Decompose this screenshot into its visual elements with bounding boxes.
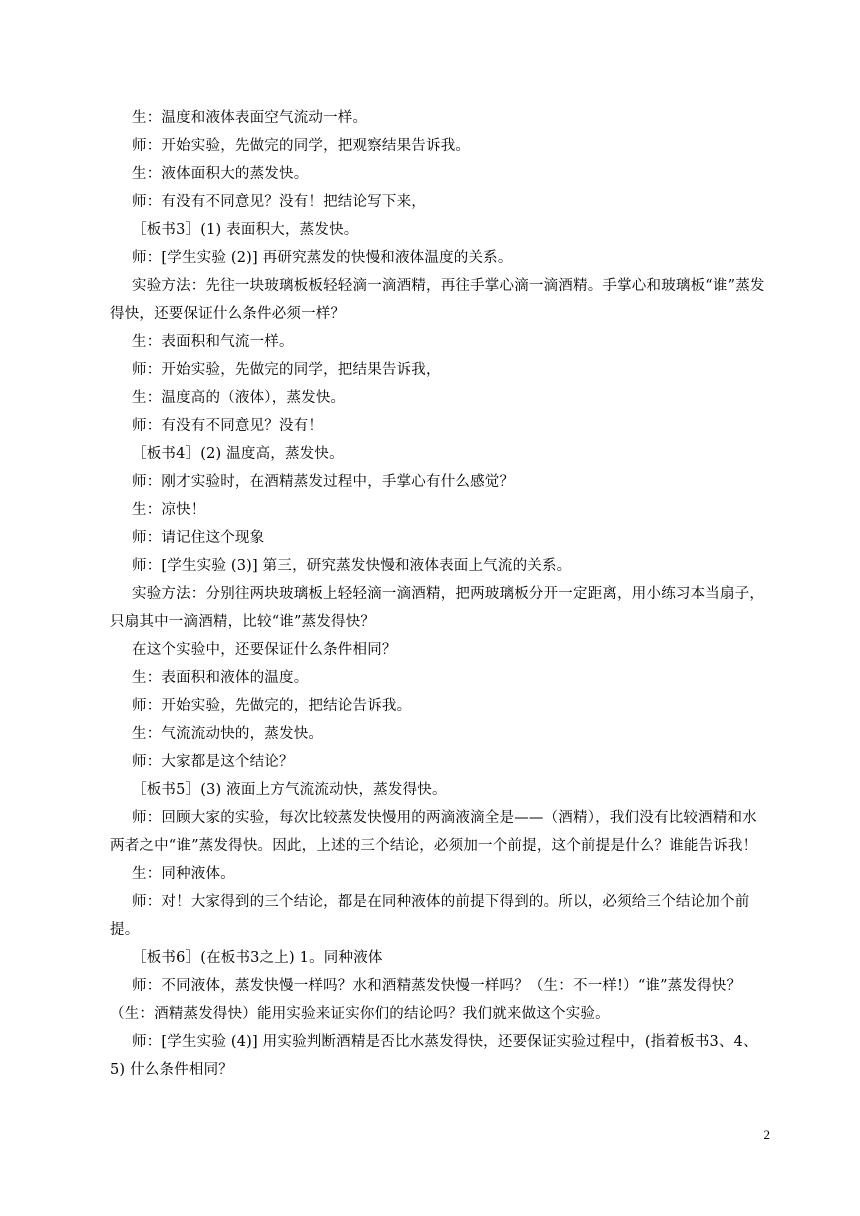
page-number: 2 (763, 1127, 770, 1142)
board-note: ［板书4］(2) 温度高，蒸发快。 (132, 446, 344, 462)
paragraph: 师：刚才实验时，在酒精蒸发过程中，手掌心有什么感觉？ (132, 474, 515, 490)
paragraph: 师：对！大家得到的三个结论，都是在同种液体的前提下得到的。所以，必须给三个结论加个前提。 (110, 894, 750, 938)
paragraph: 师：[学生实验 (2)] 再研究蒸发的快慢和液体温度的关系。 (132, 250, 513, 266)
paragraph: 师：[学生实验 (3)] 第三，研究蒸发快慢和液体表面上气流的关系。 (132, 558, 572, 574)
paragraph: 师：开始实验，先做完的同学，把观察结果告诉我。 (132, 138, 471, 154)
experiment-method: 实验方法：分别往两块玻璃板上轻轻滴一滴酒精，把两玻璃板分开一定距离，用小练习本当扇子，只扇其中一滴酒精，比较“谁”蒸发得快？ (110, 586, 765, 630)
paragraph: 生：温度高的（液体），蒸发快。 (132, 390, 346, 406)
document-body (110, 104, 770, 1084)
paragraph: 师：有没有不同意见？没有！ (132, 418, 324, 434)
paragraph: 生：凉快！ (132, 502, 206, 518)
paragraph: 师：回顾大家的实验，每次比较蒸发快慢用的两滴液滴全是——（酒精），我们没有比较酒精和水两者之中“谁”蒸发得快。因此，上述的三个结论，必须加一个前提，这个前提是什么？谁能告诉我！ (110, 810, 758, 854)
paragraph: 生：温度和液体表面空气流动一样。 (132, 110, 368, 126)
paragraph: 在这个实验中，还要保证什么条件相同？ (132, 642, 397, 658)
paragraph: 师：请记住这个现象 (132, 530, 265, 546)
experiment-method: 实验方法：先往一块玻璃板板轻轻滴一滴酒精，再往手掌心滴一滴酒精。手掌心和玻璃板“谁”蒸发得快，还要保证什么条件必须一样？ (110, 278, 765, 322)
board-note: ［板书6］(在板书3之上) 1。同种液体 (132, 950, 383, 966)
board-note: ［板书3］(1) 表面积大，蒸发快。 (132, 222, 359, 238)
paragraph: 生：同种液体。 (132, 866, 235, 882)
paragraph: 师：开始实验，先做完的，把结论告诉我。 (132, 698, 412, 714)
paragraph: 师：开始实验，先做完的同学，把结果告诉我， (132, 362, 441, 378)
board-note: ［板书5］(3) 液面上方气流流动快，蒸发得快。 (132, 782, 447, 798)
paragraph: 师：[学生实验 (4)] 用实验判断酒精是否比水蒸发得快，还要保证实验过程中，(指着板书3、4、5) 什么条件相同？ (110, 1034, 758, 1078)
paragraph: 生：表面积和液体的温度。 (132, 670, 309, 686)
paragraph: 生：液体面积大的蒸发快。 (132, 166, 309, 182)
paragraph: 生：气流流动快的，蒸发快。 (132, 726, 324, 742)
paragraph: 生：表面积和气流一样。 (132, 334, 294, 350)
paragraph: 师：大家都是这个结论？ (132, 754, 294, 770)
paragraph: 师：不同液体，蒸发快慢一样吗？水和酒精蒸发快慢一样吗？（生：不一样!）“谁”蒸发得快？（生：酒精蒸发得快）能用实验来证实你们的结论吗？我们就来做这个实验。 (110, 978, 742, 1022)
paragraph: 师：有没有不同意见？没有！把结论写下来， (132, 194, 426, 210)
